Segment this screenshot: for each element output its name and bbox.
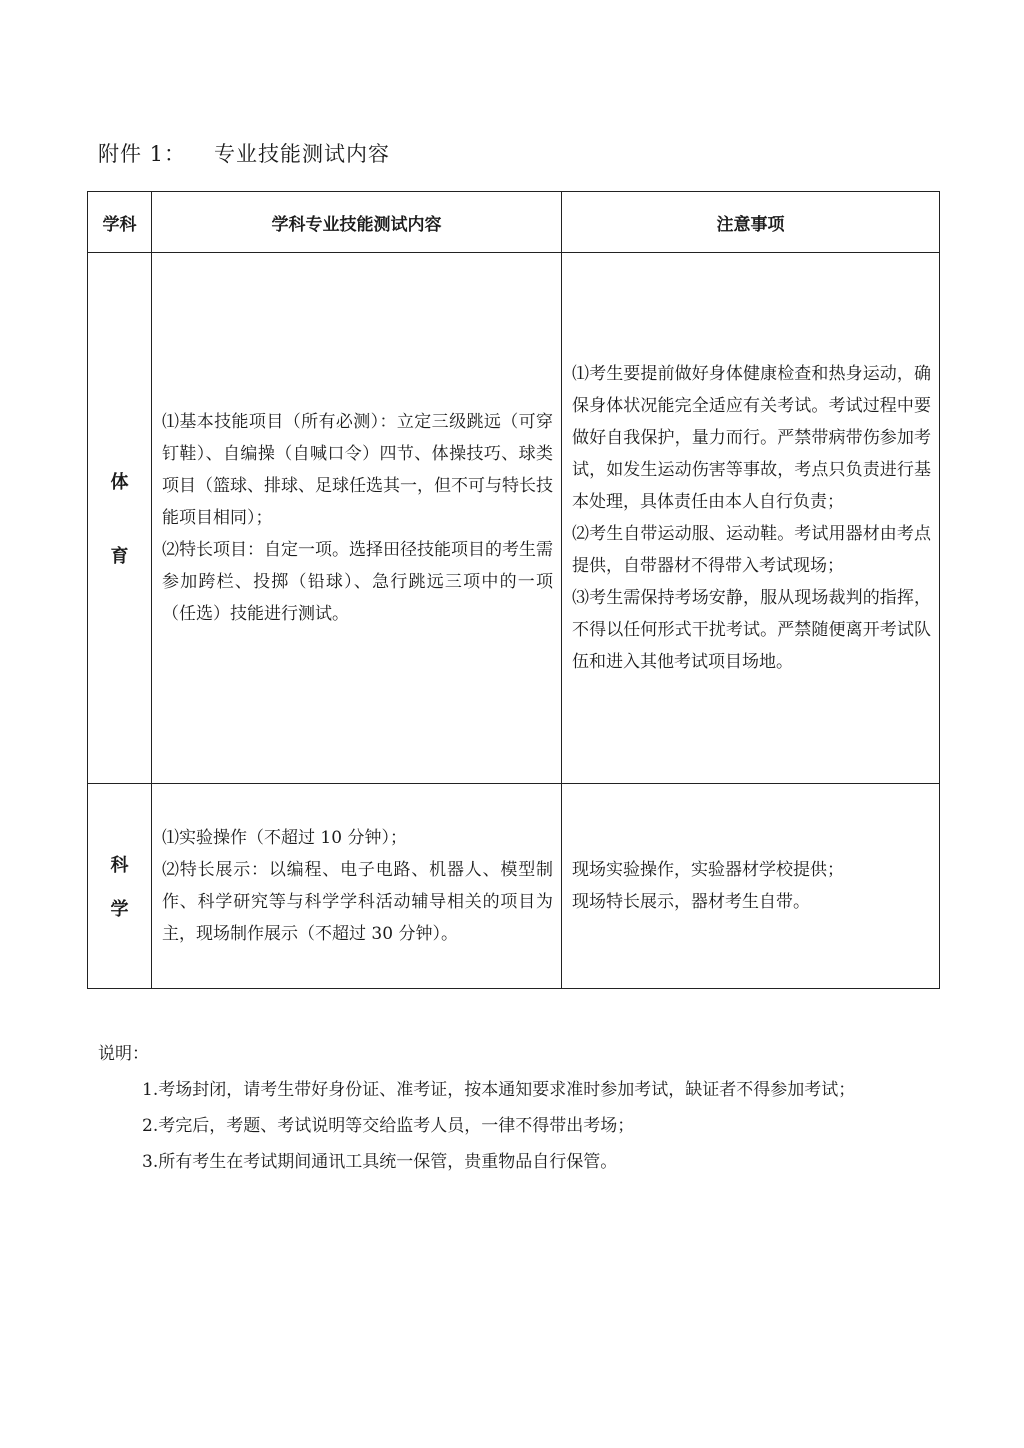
header-notes: 注意事项 (562, 192, 940, 253)
page-title (98, 138, 390, 168)
notes-item: 1.考场封闭，请考生带好身份证、准考证，按本通知要求准时参加考试，缺证者不得参加考试； (142, 1080, 856, 1100)
content-item: ⑴实验操作（不超过 10 分钟）； (162, 828, 407, 848)
notes-heading: 说明： (98, 1044, 149, 1064)
notes-section (98, 1036, 940, 1180)
notes-cell-pe (562, 253, 940, 784)
content-cell-pe (152, 253, 562, 784)
subject-char: 育 (110, 546, 129, 567)
subject-cell-pe (88, 253, 152, 784)
note-item: ⑴考生要提前做好身体健康检查和热身运动，确保身体状况能完全适应有关考试。考试过程中要做好自我保护，量力而行。严禁带病带伤参加考试，如发生运动伤害等事故，考点只负责进行基本处理，具体责任由本人自行负责； (572, 364, 931, 512)
notes-cell-science (562, 784, 940, 989)
content-item: ⑵特长展示：以编程、电子电路、机器人、模型制作、科学研究等与科学学科活动辅导相关的项目为主，现场制作展示（不超过 30 分钟）。 (162, 860, 553, 944)
subject-char: 体 (110, 472, 129, 493)
content-item: ⑴基本技能项目（所有必测）：立定三级跳远（可穿钉鞋）、自编操（自喊口令）四节、体操技巧、球类项目（篮球、排球、足球任选其一，但不可与特长技能项目相同）； (162, 412, 553, 528)
header-content: 学科专业技能测试内容 (152, 192, 562, 253)
content-cell-science (152, 784, 562, 989)
note-item: 现场实验操作，实验器材学校提供； (572, 860, 844, 880)
document-title: 专业技能测试内容 (214, 142, 391, 166)
subject-cell-science (88, 784, 152, 989)
attachment-label: 附件 1： (98, 142, 187, 166)
table-row-pe (88, 253, 940, 784)
subject-char: 科 (110, 855, 129, 876)
subject-char: 学 (110, 899, 129, 920)
note-item: ⑶考生需保持考场安静，服从现场裁判的指挥，不得以任何形式干扰考试。严禁随便离开考试队伍和进入其他考试项目场地。 (572, 588, 931, 672)
note-item: 现场特长展示，器材考生自带。 (572, 892, 810, 912)
content-item: ⑵特长项目：自定一项。选择田径技能项目的考生需参加跨栏、投掷（铅球）、急行跳远三项中的一项（任选）技能进行测试。 (162, 540, 553, 624)
table-header-row (88, 192, 940, 253)
notes-item: 3.所有考生在考试期间通讯工具统一保管，贵重物品自行保管。 (142, 1152, 618, 1172)
table-row-science (88, 784, 940, 989)
note-item: ⑵考生自带运动服、运动鞋。考试用器材由考点提供，自带器材不得带入考试现场； (572, 524, 931, 576)
header-subject: 学科 (88, 192, 152, 253)
notes-item: 2.考完后，考题、考试说明等交给监考人员，一律不得带出考场； (142, 1116, 635, 1136)
skill-test-table (87, 191, 940, 989)
